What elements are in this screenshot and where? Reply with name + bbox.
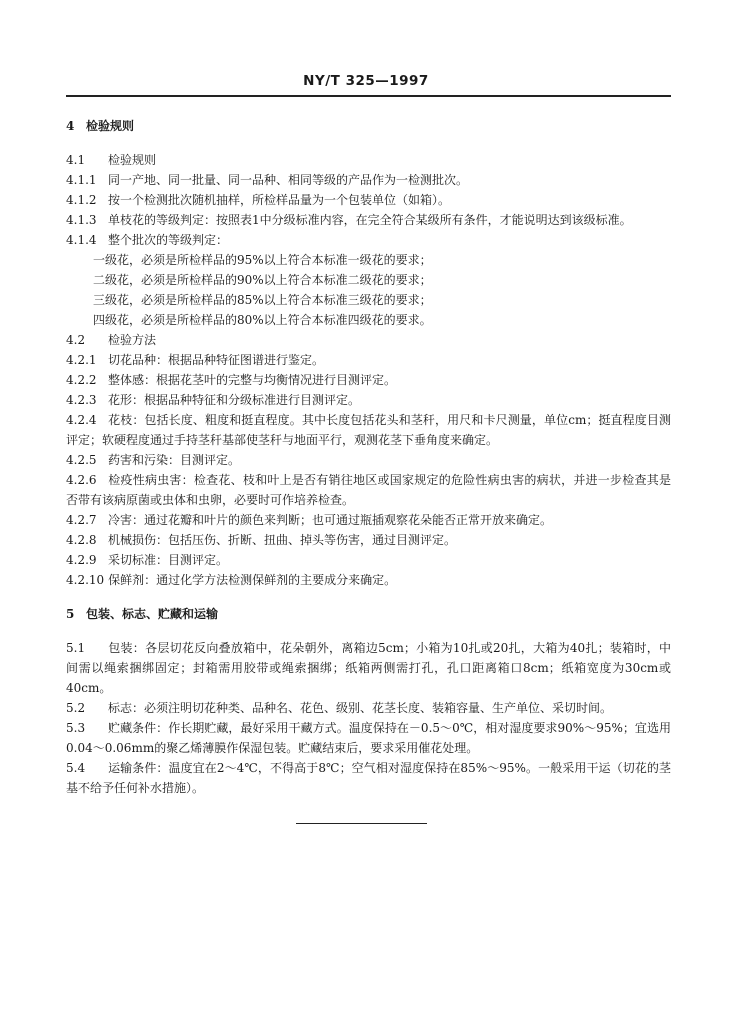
clause-4-1-4: 4.1.4 整个批次的等级判定： — [66, 233, 229, 247]
document-code-header: NY/T 325—1997 — [303, 73, 429, 89]
clause-4-2-4: 4.2.4 花枝：包括长度、粗度和挺直程度。其中长度包括花头和茎秆，用尺和卡尺测量，单位cm；挺直程度目测评定；软硬程度通过手持茎秆基部使茎秆与地面平行，观测花茎下垂角度来确定。 — [66, 413, 671, 447]
section-heading: 包装、标志、贮藏和运输 — [86, 607, 219, 621]
grade-line-2: 二级花，必须是所检样品的90%以上符合本标准二级花的要求； — [93, 273, 432, 287]
clause-4-1-1: 4.1.1 同一产地、同一批量、同一品种、相同等级的产品作为一检测批次。 — [66, 173, 469, 187]
clause-4-2-6: 4.2.6 检疫性病虫害：检查花、枝和叶上是否有销往地区或国家规定的危险性病虫害的病状，并进一步检查其是否带有该病原菌或虫体和虫卵，必要时可作培养检查。 — [66, 473, 671, 507]
clause-4-1: 4.1 检验规则 — [66, 153, 157, 167]
grade-line-4: 四级花，必须是所检样品的80%以上符合本标准四级花的要求。 — [93, 313, 432, 327]
section-number: 5 — [66, 607, 75, 621]
clause-4-2-3: 4.2.3 花形：根据品种特征和分级标准进行目测评定。 — [66, 393, 361, 407]
clause-5-2: 5.2 标志：必须注明切花种类、品种名、花色、级别、花茎长度、装箱容量、生产单位、采切时间。 — [66, 701, 613, 715]
clause-4-2-7: 4.2.7 冷害：通过花瓣和叶片的颜色来判断；也可通过瓶插观察花朵能否正常开放来确定。 — [66, 513, 553, 527]
clause-5-3: 5.3 贮藏条件：作长期贮藏，最好采用干藏方式。温度保持在－0.5～0℃，相对湿度要求90%～95%；宜选用0.04～0.06mm的聚乙烯薄膜作保湿包装。贮藏结束后，要求采用催花处理。 — [66, 721, 671, 755]
clause-4-2-10: 4.2.10 保鲜剂：通过化学方法检测保鲜剂的主要成分来确定。 — [66, 573, 397, 587]
clause-4-2-9: 4.2.9 采切标准：目测评定。 — [66, 553, 229, 567]
section-5-title — [66, 604, 671, 624]
end-of-document-rule — [296, 823, 427, 824]
grade-line-1: 一级花，必须是所检样品的95%以上符合本标准一级花的要求； — [93, 253, 432, 267]
clause-4-2: 4.2 检验方法 — [66, 333, 157, 347]
section-heading: 检验规则 — [86, 119, 135, 133]
section-4-title — [66, 116, 671, 136]
clause-4-2-5: 4.2.5 药害和污染：目测评定。 — [66, 453, 241, 467]
clause-4-2-2: 4.2.2 整体感：根据花茎叶的完整与均衡情况进行目测评定。 — [66, 373, 397, 387]
document-body — [66, 112, 671, 798]
header-rule — [66, 95, 671, 97]
clause-5-1: 5.1 包装：各层切花反向叠放箱中，花朵朝外，离箱边5cm；小箱为10扎或20扎，大箱为40扎；装箱时，中间需以绳索捆绑固定；封箱需用胶带或绳索捆绑；纸箱两侧需打孔，孔口距离箱口8cm；纸箱宽度为30cm或40cm。 — [66, 641, 671, 695]
grade-line-3: 三级花，必须是所检样品的85%以上符合本标准三级花的要求； — [93, 293, 432, 307]
clause-4-1-2: 4.1.2 按一个检测批次随机抽样，所检样品量为一个包装单位（如箱）。 — [66, 193, 451, 207]
clause-4-2-8: 4.2.8 机械损伤：包括压伤、折断、扭曲、掉头等伤害，通过目测评定。 — [66, 533, 457, 547]
clause-5-4: 5.4 运输条件：温度宜在2～4℃，不得高于8℃；空气相对湿度保持在85%～95%。一般采用干运（切花的茎基不给予任何补水措施）。 — [66, 761, 671, 795]
clause-4-2-1: 4.2.1 切花品种：根据品种特征图谱进行鉴定。 — [66, 353, 325, 367]
clause-4-1-3: 4.1.3 单枝花的等级判定：按照表1中分级标准内容，在完全符合某级所有条件，才能说明达到该级标准。 — [66, 213, 632, 227]
section-number: 4 — [66, 119, 75, 133]
